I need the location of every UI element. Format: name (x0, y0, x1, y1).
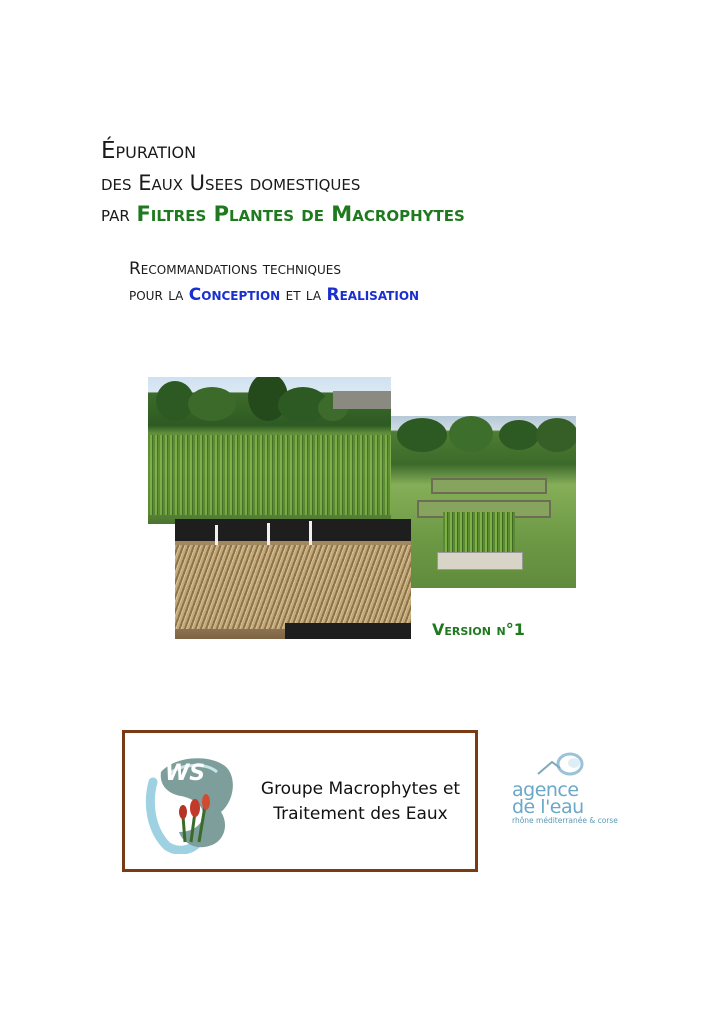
group-name-line-1: Groupe Macrophytes et (260, 779, 461, 799)
subtitle-part-a: pour la (129, 285, 189, 305)
title-line-3-highlight: Filtres Plantes de Macrophytes (136, 202, 465, 226)
agence-line-1: agence (512, 779, 579, 801)
ws-logo-icon (139, 746, 243, 854)
agence-line-2: de l'eau (512, 796, 584, 818)
photo-planted-filter-bed (175, 519, 411, 639)
title-line-1: Épuration (101, 138, 197, 164)
title-line-3 (101, 202, 465, 226)
subtitle-line-1: Recommandations techniques (129, 259, 341, 279)
agence-de-leau-logo (504, 752, 618, 832)
title-line-2: des Eaux Usees domestiques (101, 171, 361, 195)
subtitle-realisation: Realisation (326, 285, 420, 305)
title-line-3-prefix: par (101, 202, 137, 226)
group-name-line-2: Traitement des Eaux (273, 804, 448, 824)
ws-logo-text: WS (165, 761, 206, 786)
photo-reed-bed-field (148, 377, 391, 524)
agence-line-3: rhône méditerranée & corse (512, 816, 618, 825)
photo-filter-basins (391, 416, 576, 588)
subtitle-conception: Conception (188, 285, 281, 305)
cover-title-block (0, 0, 720, 320)
subtitle-part-c: et la (280, 285, 327, 305)
subtitle-line-2 (129, 285, 419, 305)
partner-logo-box (122, 730, 478, 872)
group-name (253, 777, 468, 827)
version-label: Version n°1 (432, 620, 525, 639)
agence-logo-icon (534, 752, 594, 778)
